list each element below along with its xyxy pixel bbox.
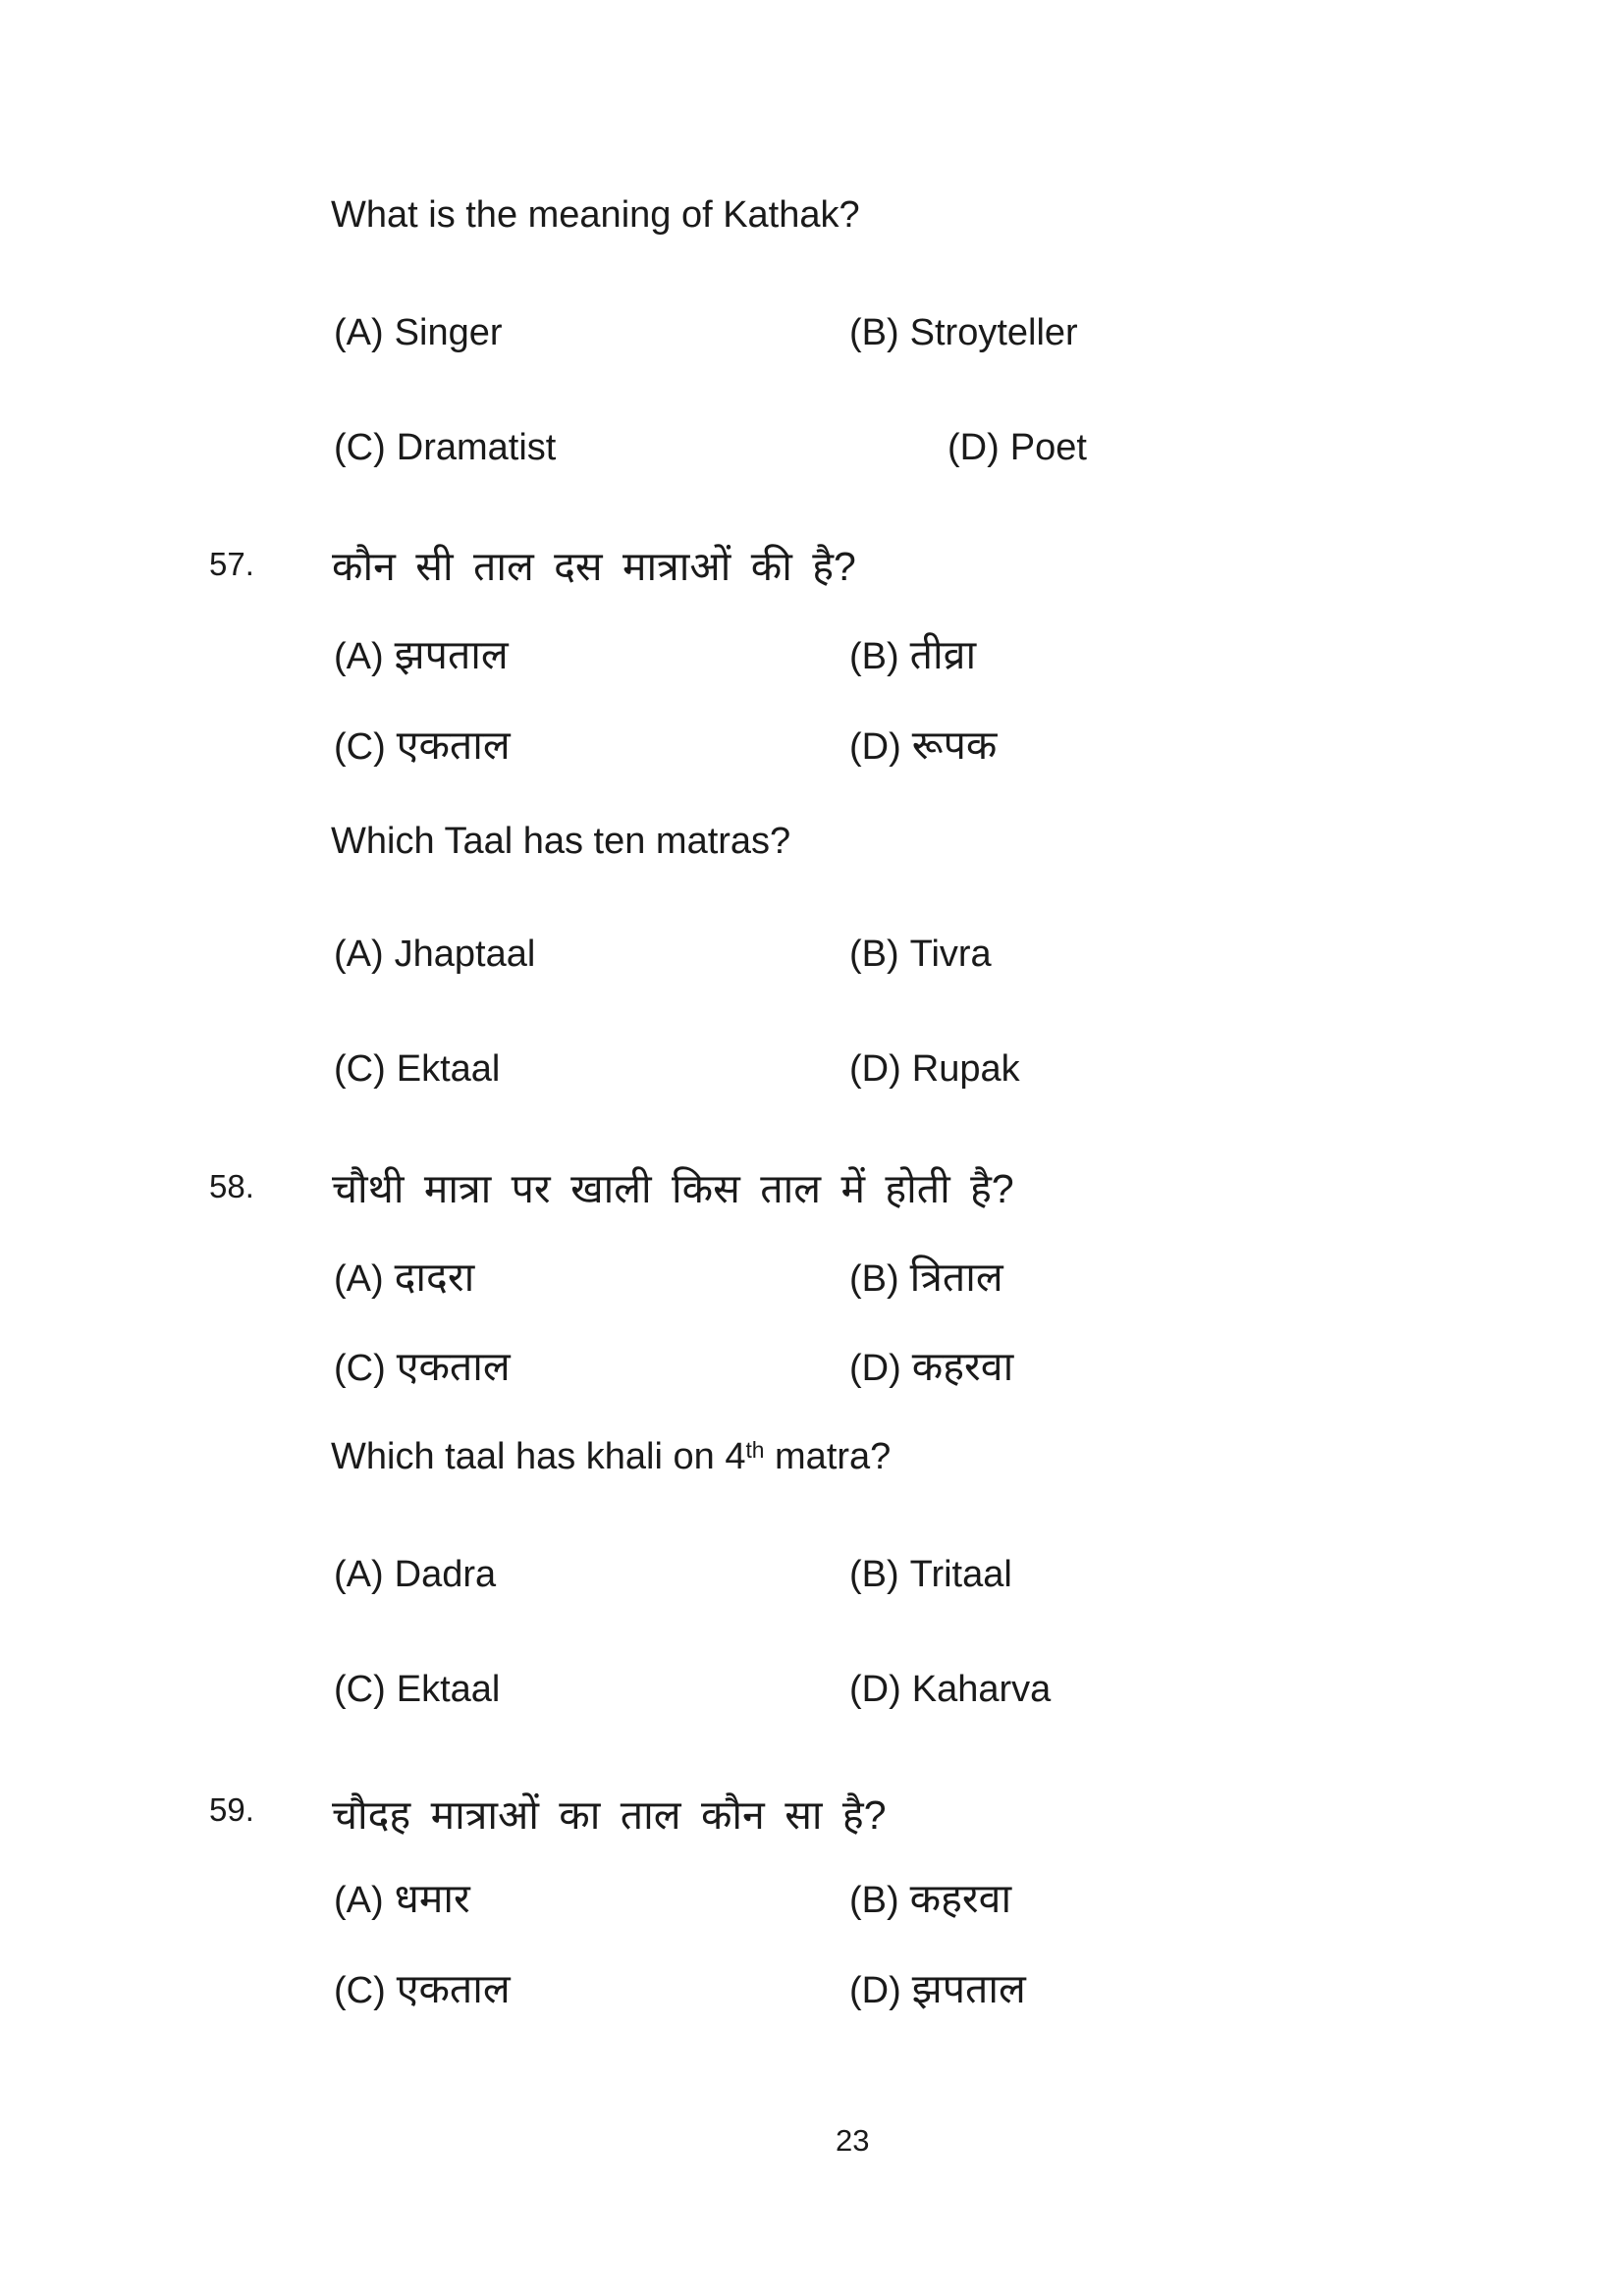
question-57-option-c-hi — [334, 722, 511, 770]
option-d-label: Poet — [1009, 427, 1087, 468]
title-text: matra? — [764, 1436, 892, 1477]
option-b-key: (B) — [849, 1258, 899, 1300]
option-c-label: एकताल — [396, 722, 511, 768]
title-text: Which taal has khali on 4 — [331, 1436, 746, 1477]
question-59-option-d-hi — [849, 1966, 1026, 2013]
option-a-label: Dadra — [394, 1554, 497, 1595]
option-d-label: Kaharva — [911, 1669, 1052, 1710]
option-a-label: धमार — [394, 1876, 470, 1921]
question-58-option-b-hi — [849, 1255, 1003, 1302]
option-a-label: Jhaptaal — [394, 934, 536, 975]
option-a-key: (A) — [334, 312, 384, 353]
option-b-key: (B) — [849, 1554, 899, 1595]
option-c-label: Ektaal — [396, 1669, 501, 1710]
question-57-option-d-en — [849, 1048, 1020, 1092]
question-56-option-a — [334, 312, 503, 355]
option-c-key: (C) — [334, 1048, 386, 1090]
option-b-label: त्रिताल — [909, 1255, 1003, 1300]
question-59-option-a-hi — [334, 1876, 470, 1923]
question-57-option-c-en — [334, 1048, 500, 1092]
option-d-label: रूपक — [911, 722, 998, 768]
option-d-key: (D) — [947, 427, 1000, 468]
option-a-key: (A) — [334, 636, 384, 677]
question-57-title-en: Which Taal has ten matras? — [331, 821, 791, 862]
option-c-key: (C) — [334, 1970, 386, 2011]
option-b-key: (B) — [849, 636, 899, 677]
question-58-option-d-hi — [849, 1344, 1013, 1391]
question-58-title-en — [331, 1436, 891, 1479]
option-c-key: (C) — [334, 1669, 386, 1710]
question-59-title-hi: चौदह मात्राओं का ताल कौन सा है? — [332, 1792, 887, 1838]
option-d-label: कहरवा — [911, 1344, 1014, 1389]
option-c-label: Dramatist — [396, 427, 557, 468]
option-a-key: (A) — [334, 1258, 384, 1300]
option-a-key: (A) — [334, 1880, 384, 1921]
option-b-label: Stroyteller — [909, 312, 1078, 353]
option-c-key: (C) — [334, 726, 386, 768]
option-a-key: (A) — [334, 934, 384, 975]
question-57-number: 57. — [209, 546, 254, 582]
option-d-label: झपताल — [911, 1966, 1026, 2011]
ordinal-superscript: th — [745, 1436, 765, 1463]
question-58-option-a-en — [334, 1554, 496, 1597]
question-58-option-d-en — [849, 1669, 1051, 1712]
question-57-option-a-hi — [334, 632, 509, 679]
question-57-title-hi: कौन सी ताल दस मात्राओं की है? — [332, 544, 856, 589]
question-58-title-hi: चौथी मात्रा पर खाली किस ताल में होती है? — [332, 1166, 1014, 1211]
question-59-option-c-hi — [334, 1966, 511, 2013]
question-57-option-a-en — [334, 934, 535, 977]
question-56-title-en: What is the meaning of Kathak? — [331, 194, 860, 236]
question-57-option-b-en — [849, 934, 992, 977]
question-59-number: 59. — [209, 1791, 254, 1828]
question-56-option-c — [334, 427, 556, 470]
page-number: 23 — [836, 2123, 870, 2158]
option-b-label: Tivra — [909, 934, 992, 975]
option-b-key: (B) — [849, 312, 899, 353]
question-58-option-a-hi — [334, 1255, 474, 1302]
option-b-label: तीव्रा — [909, 632, 977, 677]
option-d-label: Rupak — [911, 1048, 1020, 1090]
option-c-label: Ektaal — [396, 1048, 501, 1090]
question-59-option-b-hi — [849, 1876, 1011, 1923]
question-58-option-c-hi — [334, 1344, 511, 1391]
option-c-key: (C) — [334, 427, 386, 468]
option-a-label: दादरा — [394, 1255, 475, 1300]
question-57-option-b-hi — [849, 632, 976, 679]
option-d-key: (D) — [849, 1970, 901, 2011]
option-a-label: Singer — [394, 312, 503, 353]
question-58-option-c-en — [334, 1669, 500, 1712]
option-a-key: (A) — [334, 1554, 384, 1595]
option-c-label: एकताल — [396, 1966, 511, 2011]
question-58-option-b-en — [849, 1554, 1012, 1597]
question-58-number: 58. — [209, 1168, 254, 1204]
question-56-option-b — [849, 312, 1078, 355]
option-d-key: (D) — [849, 1348, 901, 1389]
question-56-option-d — [947, 427, 1087, 470]
option-d-key: (D) — [849, 1669, 901, 1710]
option-c-label: एकताल — [396, 1344, 511, 1389]
option-b-label: Tritaal — [909, 1554, 1012, 1595]
option-b-key: (B) — [849, 934, 899, 975]
option-c-key: (C) — [334, 1348, 386, 1389]
option-d-key: (D) — [849, 1048, 901, 1090]
option-b-key: (B) — [849, 1880, 899, 1921]
option-d-key: (D) — [849, 726, 901, 768]
question-57-option-d-hi — [849, 722, 997, 770]
option-a-label: झपताल — [394, 632, 509, 677]
option-b-label: कहरवा — [909, 1876, 1012, 1921]
